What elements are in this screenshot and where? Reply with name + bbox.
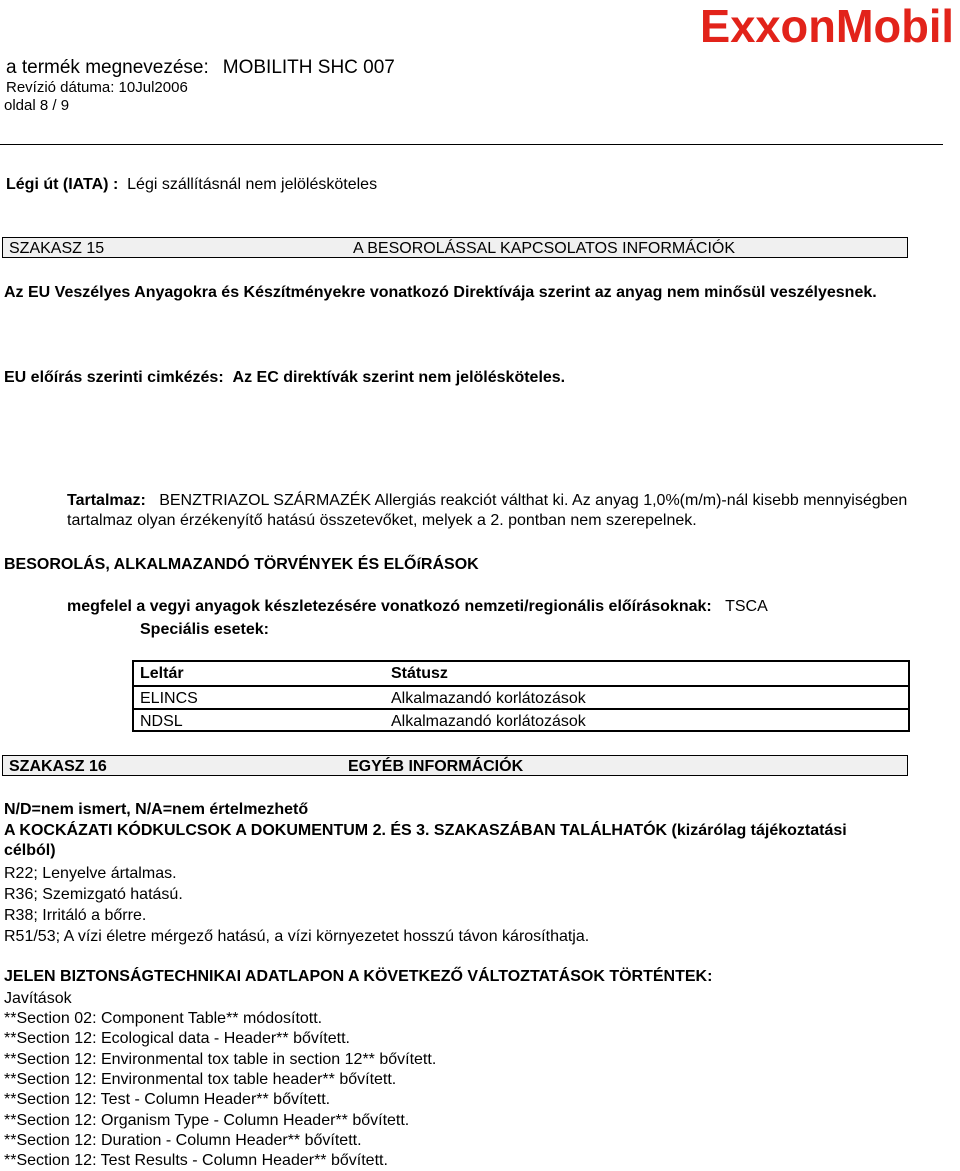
table-header-row — [134, 662, 908, 685]
eu-directive-text: Az EU Veszélyes Anyagokra és Készítményekre vonatkozó Direktívája szerint az anyag nem minősül veszélyesnek. — [4, 284, 877, 301]
risk-code-item: R51/53; A vízi életre mérgező hatású, a vízi környezetet hosszú távon károsíthatja. — [4, 928, 590, 945]
table-cell-status: Alkalmazandó korlátozások — [391, 690, 586, 707]
special-cases-label: Speciális esetek: — [140, 621, 269, 638]
page-number: oldal 8 / 9 — [4, 97, 70, 114]
change-item: **Section 02: Component Table** módosított. — [4, 1010, 323, 1027]
risk-code-item: R36; Szemizgató hatású. — [4, 886, 183, 903]
risk-code-item: R38; Irritáló a bőrre. — [4, 907, 147, 924]
section-16-number: SZAKASZ 16 — [9, 758, 107, 775]
air-transport-value: Légi szállításnál nem jelölésköteles — [127, 176, 378, 193]
section-15-bar — [2, 237, 908, 258]
change-item: **Section 12: Duration - Column Header** bővített. — [4, 1132, 362, 1149]
risk-code-item: R22; Lenyelve ártalmas. — [4, 865, 177, 882]
section-16-title: EGYÉB INFORMÁCIÓK — [348, 758, 524, 775]
abbreviations-line: N/D=nem ismert, N/A=nem értelmezhető — [4, 801, 309, 818]
changes-heading: JELEN BIZTONSÁGTECHNIKAI ADATLAPON A KÖVETKEZŐ VÁLTOZTATÁSOK TÖRTÉNTEK: — [4, 968, 713, 985]
exxonmobil-logo — [698, 0, 956, 52]
table-row — [134, 685, 908, 708]
section-15-title: A BESOROLÁSSAL KAPCSOLATOS INFORMÁCIÓK — [353, 240, 736, 257]
change-item: **Section 12: Environmental tox table in section 12** bővített. — [4, 1051, 437, 1068]
table-row — [134, 708, 908, 731]
inventory-table — [132, 660, 910, 732]
air-transport-line — [6, 175, 377, 195]
change-item: **Section 12: Test Results - Column Header** bővített. — [4, 1152, 388, 1169]
product-name: MOBILITH SHC 007 — [222, 57, 395, 78]
table-cell-status: Alkalmazandó korlátozások — [391, 713, 586, 730]
contains-label: Tartalmaz: — [67, 492, 146, 509]
inventory-compliance-line — [67, 597, 768, 617]
table-cell-inventory: ELINCS — [140, 690, 198, 707]
change-item: **Section 12: Test - Column Header** bővített. — [4, 1091, 331, 1108]
contains-paragraph — [67, 491, 927, 531]
change-item: **Section 12: Environmental tox table header** bővített. — [4, 1071, 397, 1088]
section-16-bar — [2, 755, 908, 776]
table-header-inventory: Leltár — [140, 665, 184, 682]
brand-wordmark: ExxonMobil — [700, 0, 954, 52]
revision-date: Revízió dátuma: 10Jul2006 — [6, 79, 188, 96]
inventory-label: megfelel a vegyi anyagok készletezésére vonatkozó nemzeti/regionális előírásoknak: — [67, 598, 712, 615]
classification-heading: BESOROLÁS, ALKALMAZANDÓ TÖRVÉNYEK ÉS ELŐíRÁSOK — [4, 556, 479, 573]
eu-labelling-label: EU előírás szerinti cimkézés: — [4, 369, 224, 386]
change-item: **Section 12: Organism Type - Column Header** bővített. — [4, 1112, 410, 1129]
risk-codes-heading: A KOCKÁZATI KÓDKULCSOK A DOKUMENTUM 2. ÉS 3. SZAKASZÁBAN TALÁLHATÓK (kizárólag tájékoztatási célból) — [4, 822, 847, 859]
section-15-number: SZAKASZ 15 — [9, 240, 105, 257]
product-label: a termék megnevezése: — [6, 57, 209, 78]
eu-labelling-value: Az EC direktívák szerint nem jelölésköteles. — [232, 369, 566, 386]
change-item: **Section 12: Ecological data - Header** bővített. — [4, 1030, 350, 1047]
air-transport-label: Légi út (IATA) : — [6, 176, 119, 193]
eu-labelling-line — [4, 368, 565, 388]
header-divider — [0, 144, 943, 145]
table-cell-inventory: NDSL — [140, 713, 183, 730]
product-line — [6, 56, 395, 80]
change-item: Javítások — [4, 990, 72, 1007]
inventory-value: TSCA — [725, 598, 768, 615]
table-header-status: Státusz — [391, 665, 448, 682]
contains-text: BENZTRIAZOL SZÁRMAZÉK Allergiás reakciót válthat ki. Az anyag 1,0%(m/m)-nál kisebb mennyiségben tartalmaz olyan érzékenyítő hatású összetevőket, melyek a 2. pontban nem szerepelnek. — [67, 492, 908, 529]
